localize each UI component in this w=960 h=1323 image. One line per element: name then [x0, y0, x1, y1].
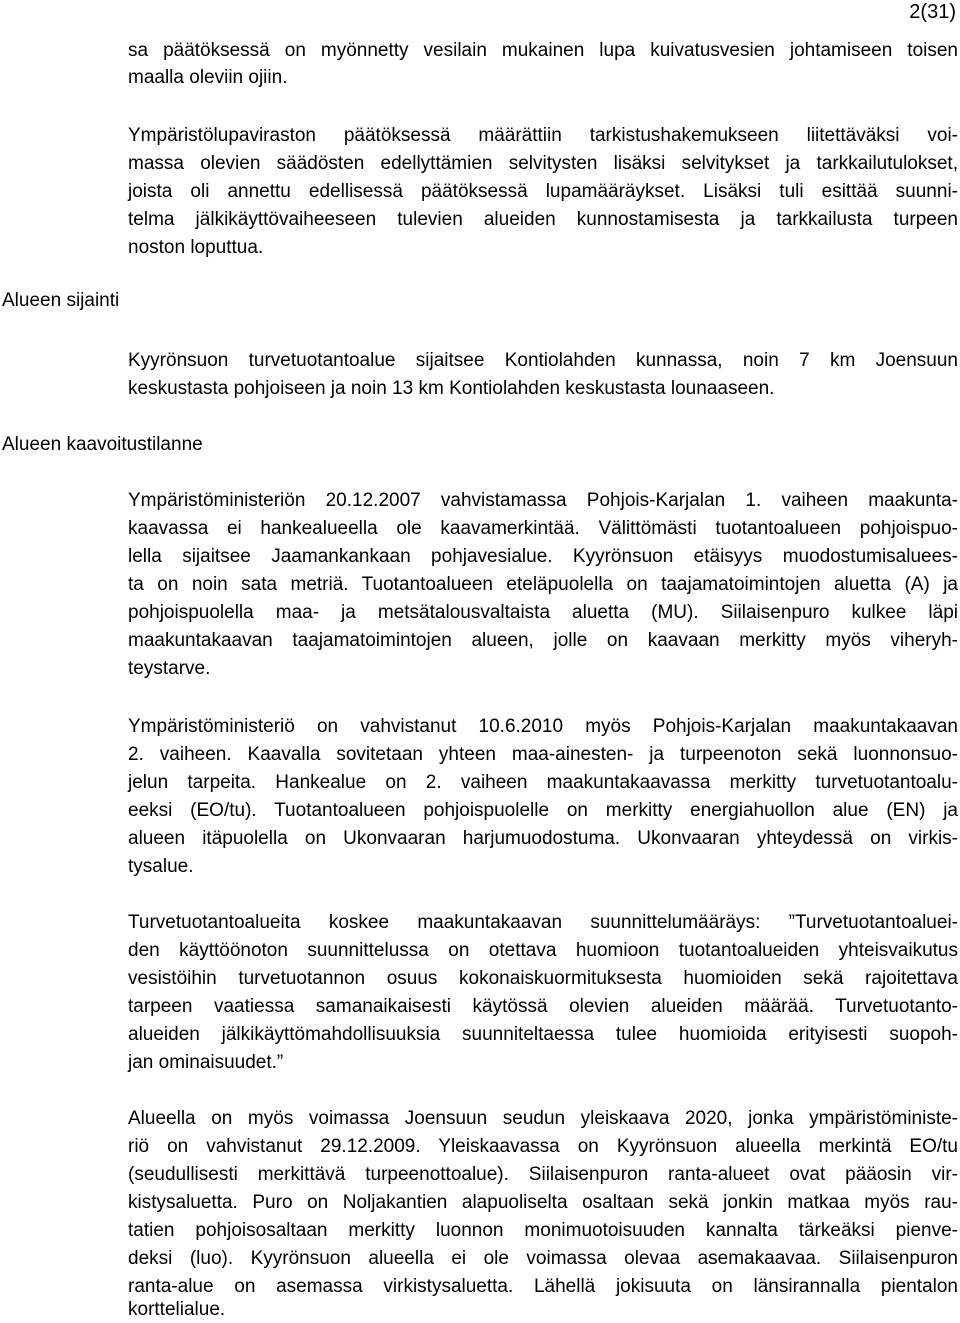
paragraph-line: alueiden jälkikäyttömahdollisuuksia suunniteltaessa tulee huomioida erityisesti suopoh-	[128, 1024, 958, 1045]
paragraph-line: joista oli annettu edellisessä päätöksessä lupamääräykset. Lisäksi tuli esittää suunni-	[128, 181, 958, 202]
paragraph-line: riö on vahvistanut 29.12.2009. Yleiskaavassa on Kyyrönsuon alueella merkintä EO/tu	[128, 1136, 958, 1157]
paragraph-line: Alueella on myös voimassa Joensuun seudun yleiskaava 2020, jonka ympäristöministe-	[128, 1108, 958, 1129]
section-heading-location: Alueen sijainti	[2, 290, 120, 311]
paragraph-line: kaavassa ei hankealueella ole kaavamerkintää. Välittömästi tuotantoalueen pohjoispuo-	[128, 518, 958, 539]
page-number: 2(31)	[909, 1, 956, 23]
section-heading-zoning: Alueen kaavoitustilanne	[2, 434, 203, 455]
paragraph-line: eeksi (EO/tu). Tuotantoalueen pohjoispuolelle on merkitty energiahuollon alue (EN) ja	[128, 800, 958, 821]
paragraph-line: Kyyrönsuon turvetuotantoalue sijaitsee Kontiolahden kunnassa, noin 7 km Joensuun	[128, 350, 958, 371]
paragraph-line: jelun tarpeita. Hankealue on 2. vaiheen maakuntakaavassa merkitty turvetuotantoalu-	[128, 772, 958, 793]
paragraph-line: vesistöihin turvetuotannon osuus kokonaiskuormituksesta huomioiden sekä rajoitettava	[128, 968, 958, 989]
paragraph-line: deksi (luo). Kyyrönsuon alueella ei ole voimassa olevaa asemakaavaa. Siilaisenpuron	[128, 1248, 958, 1269]
paragraph-line: tarpeen vaatiessa samanaikaisesti käytössä olevien alueiden määrää. Turvetuotanto-	[128, 996, 958, 1017]
paragraph-line: Ympäristölupaviraston päätöksessä määrättiin tarkistushakemukseen liitettäväksi voi-	[128, 125, 958, 146]
paragraph-line: tysalue.	[128, 856, 194, 877]
paragraph-line: korttelialue.	[128, 1299, 226, 1320]
paragraph-line: massa olevien säädösten edellyttämien selvitysten lisäksi selvitykset ja tarkkailutulokset,	[128, 153, 958, 174]
paragraph-line: Ympäristöministeriön 20.12.2007 vahvistamassa Pohjois-Karjalan 1. vaiheen maakunta-	[128, 490, 958, 511]
paragraph-line: 2. vaiheen. Kaavalla sovitetaan yhteen maa-ainesten- ja turpeenoton sekä luonnonsuo-	[128, 744, 958, 765]
paragraph-line: den käyttöönoton suunnittelussa on otettava huomioon tuotantoalueiden yhteisvaikutus	[128, 940, 958, 961]
paragraph-line: tatien pohjoisosaltaan merkitty luonnon monimuotoisuuden kannalta tärkeäksi pienve-	[128, 1220, 958, 1241]
paragraph-line: Ympäristöministeriö on vahvistanut 10.6.2010 myös Pohjois-Karjalan maakuntakaavan	[128, 716, 958, 737]
paragraph-line: pohjoispuolella maa- ja metsätalousvaltaista aluetta (MU). Siilaisenpuro kulkee läpi	[128, 602, 958, 623]
paragraph-line: ranta-alue on asemassa virkistysaluetta. Lähellä jokisuuta on länsirannalla pientalon	[128, 1276, 958, 1297]
paragraph-line: jan ominaisuudet.”	[128, 1052, 284, 1073]
paragraph-line: telma jälkikäyttövaiheeseen tulevien alueiden kunnostamisesta ja tarkkailusta turpeen	[128, 209, 958, 230]
paragraph-line: kistysaluetta. Puro on Noljakantien alapuoliselta osaltaan sekä jonkin matkaa myös rau-	[128, 1192, 958, 1213]
paragraph-line: alueen itäpuolella on Ukonvaaran harjumuodostuma. Ukonvaaran yhteydessä on virkis-	[128, 828, 958, 849]
paragraph-line: maalla oleviin ojiin.	[128, 67, 288, 88]
paragraph-line: keskustasta pohjoiseen ja noin 13 km Kontiolahden keskustasta lounaaseen.	[128, 378, 775, 399]
paragraph-line: (seudullisesti merkittävä turpeenottoalue). Siilaisenpuron ranta-alueet ovat pääosin vir-	[128, 1164, 958, 1185]
paragraph-line: lella sijaitsee Jaamankankaan pohjavesialue. Kyyrönsuon etäisyys muodostumisaluees-	[128, 546, 958, 567]
paragraph-line: Turvetuotantoalueita koskee maakuntakaavan suunnittelumääräys: ”Turvetuotantoaluei-	[128, 912, 958, 933]
paragraph-line: noston loputtua.	[128, 237, 264, 258]
paragraph-line: sa päätöksessä on myönnetty vesilain mukainen lupa kuivatusvesien johtamiseen toisen	[128, 40, 958, 61]
paragraph-line: ta on noin sata metriä. Tuotantoalueen eteläpuolella on taajamatoimintojen aluetta (A) ja	[128, 574, 958, 595]
paragraph-line: teystarve.	[128, 658, 211, 679]
paragraph-line: maakuntakaavan taajamatoimintojen alueen, jolle on kaavaan merkitty myös viheryh-	[128, 630, 958, 651]
